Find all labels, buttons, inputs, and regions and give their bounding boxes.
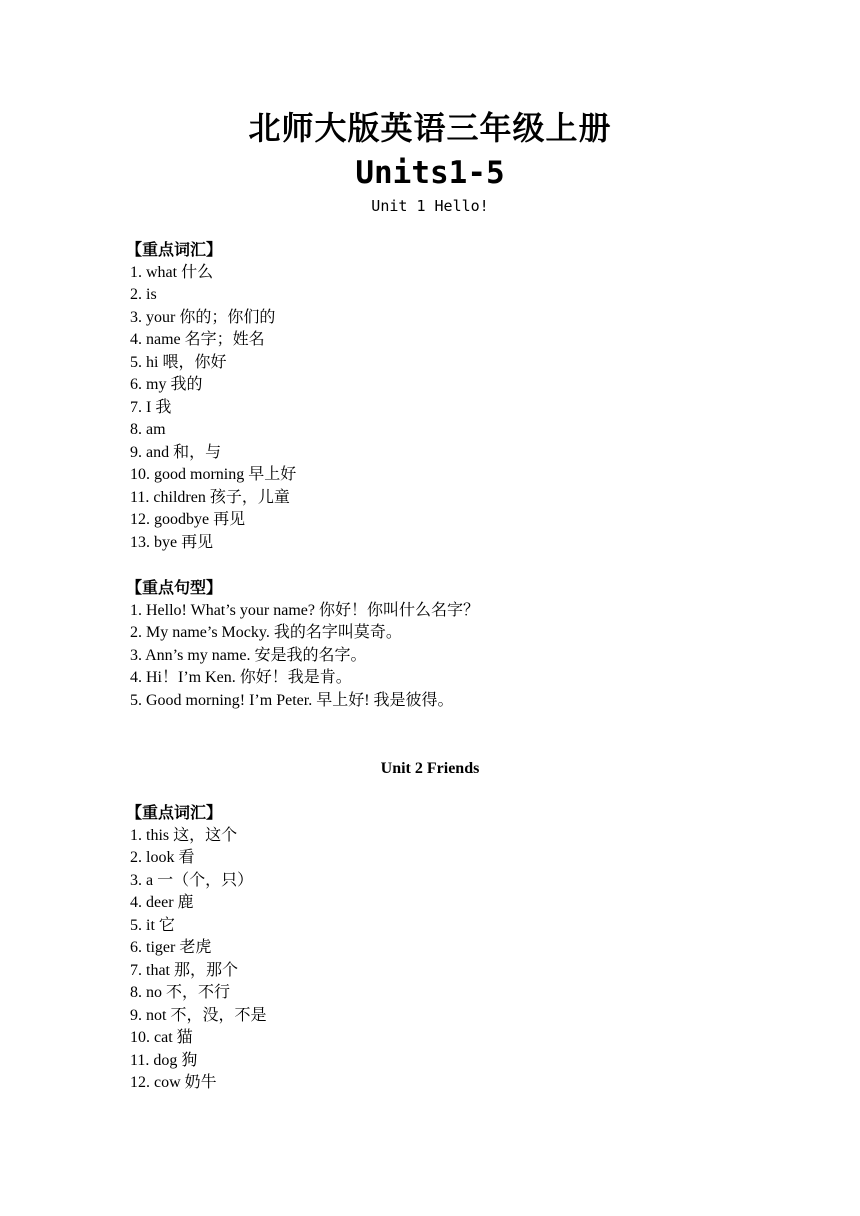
vocab-item: 2. is: [130, 286, 157, 303]
vocab-item: 11. children 孩子，儿童: [130, 488, 290, 506]
unit1-vocab-title: 【重点词汇】: [126, 240, 223, 259]
vocab-item: 9. not 不，没，不是: [130, 1006, 267, 1024]
unit1-sentence-section: [126, 577, 730, 712]
vocab-item: 3. your 你的；你们的: [130, 308, 276, 326]
vocab-item: 6. tiger 老虎: [130, 939, 212, 956]
sentence-item: 4. Hi！I’m Ken. 你好！我是肯。: [130, 669, 352, 686]
vocab-item: 3. a 一（个，只）: [130, 871, 254, 889]
sentence-item: 1. Hello! What’s your name? 你好！你叫什么名字？: [130, 601, 479, 619]
sentence-item: 2. My name’s Mocky. 我的名字叫莫奇。: [130, 624, 402, 641]
vocab-item: 7. that 那，那个: [130, 961, 238, 979]
vocab-item: 1. what 什么: [130, 263, 214, 281]
vocab-item: 10. good morning 早上好: [130, 466, 297, 483]
unit2-vocab-section: [126, 802, 730, 1095]
vocab-item: 5. hi 喂，你好: [130, 353, 227, 371]
vocab-item: 1. this 这，这个: [130, 826, 238, 844]
vocab-item: 5. it 它: [130, 916, 175, 934]
vocab-item: 9. and 和，与: [130, 443, 222, 461]
vocab-item: 12. goodbye 再见: [130, 511, 246, 528]
unit2-heading: Unit 2 Friends: [380, 760, 480, 777]
vocab-item: 6. my 我的: [130, 376, 203, 393]
vocab-item: 10. cat 猫: [130, 1029, 193, 1046]
document-subtitle: Units1-5: [355, 155, 505, 191]
vocab-item: 12. cow 奶牛: [130, 1074, 217, 1091]
unit1-vocab-section: [126, 239, 730, 554]
unit2-vocab-title: 【重点词汇】: [126, 803, 223, 822]
unit1-heading: Unit 1 Hello!: [371, 197, 489, 215]
vocab-item: 13. bye 再见: [130, 533, 214, 551]
unit1-sentence-title: 【重点句型】: [126, 578, 223, 597]
vocab-item: 7. I 我: [130, 398, 172, 416]
sentence-item: 3. Ann’s my name. 安是我的名字。: [130, 646, 367, 664]
vocab-item: 8. am: [130, 421, 166, 438]
sentence-item: 5. Good morning! I’m Peter. 早上好! 我是彼得。: [130, 691, 454, 709]
vocab-item: 2. look 看: [130, 849, 195, 866]
vocab-item: 4. deer 鹿: [130, 894, 194, 911]
vocab-item: 11. dog 狗: [130, 1051, 198, 1069]
vocab-item: 8. no 不，不行: [130, 984, 231, 1001]
vocab-item: 4. name 名字；姓名: [130, 331, 265, 348]
document-title: 北师大版英语三年级上册: [248, 109, 612, 147]
